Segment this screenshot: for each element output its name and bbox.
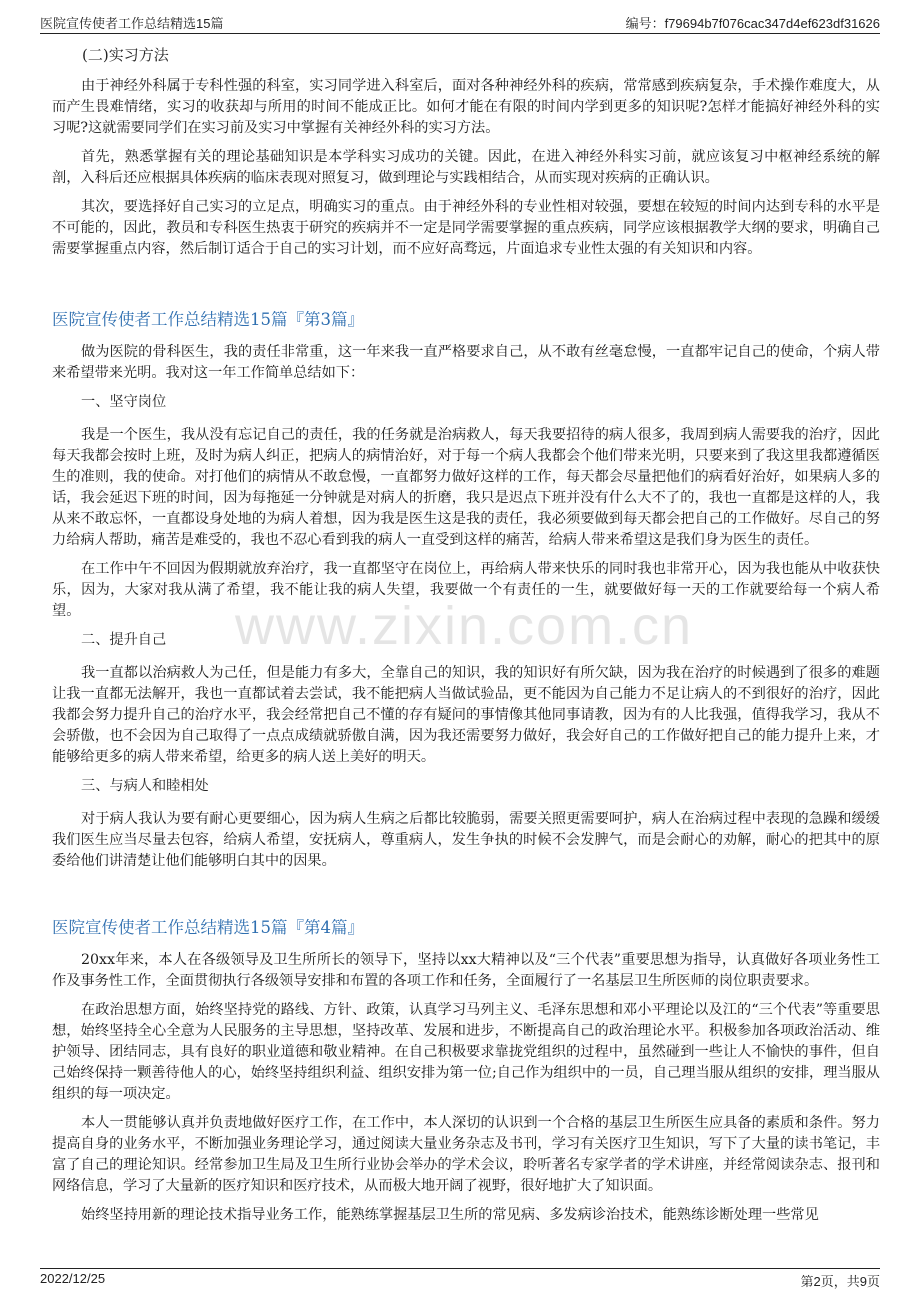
page-header [40,12,880,32]
paragraph: 始终坚持用新的理论技术指导业务工作，能熟练掌握基层卫生所的常见病、多发病诊治技术，能熟练诊断处理一些常见 [81,1207,819,1223]
section-heading: (二)实习方法 [82,46,169,64]
paragraph: 我是一个医生，我从没有忘记自己的责任，我的任务就是治病救人，每天我要招待的病人很多，我周到病人需要我的治疗，因此每天我都会按时上班，及时为病人纠正，把病人的病情治好，对于每一个病人我都会个他们带来光明，只要来到了我这里我都遵循医生的准则，我的使命。对打他们的病情从不敢怠慢，一直都努力做好这样的工作，每天都会尽量把他们的病看好治好，如果病人多的话，我会延迟下班的时间，因为每拖延一分钟就是对病人的折磨，我只是迟点下班并没有什么大不了的，我也一直都是这样的人，我从来不敢忘怀，一直都设身处地的为病人着想，因为我是医生这是我的责任，我必须要做到每天都会把自己的工作做好。尽自己的努力给病人帮助，痛苦是难受的，我也不忍心看到我的病人一直受到这样的痛苦，给病人带来希望这是我们身为医生的责任。 [52,427,880,548]
paragraph: 做为医院的骨科医生，我的责任非常重，这一年来我一直严格要求自己，从不敢有丝毫怠慢，一直都牢记自己的使命，个病人带来希望带来光明。我对这一年工作简单总结如下： [52,344,880,381]
article-title: 医院宣传使者工作总结精选15篇『第4篇』 [52,918,364,937]
document-title: 医院宣传使者工作总结精选15篇 [40,16,224,31]
subheading: 二、提升自己 [81,632,167,648]
footer-divider [40,1268,880,1269]
paragraph: 首先，熟悉掌握有关的理论基础知识是本学科实习成功的关键。因此，在进入神经外科实习前，就应该复习中枢神经系统的解剖，入科后还应根据具体疾病的临床表现对照复习，做到理论与实践相结合，从而实现对疾病的正确认识。 [52,149,880,186]
paragraph: 在政治思想方面，始终坚持党的路线、方针、政策，认真学习马列主义、毛泽东思想和邓小平理论以及江的“三个代表”等重要思想，始终坚持全心全意为人民服务的主导思想，坚持改革、发展和进步，不断提高自己的政治理论水平。积极参加各项政治活动、维护领导、团结同志，具有良好的职业道德和敬业精神。在自己积极要求靠拢党组织的过程中，虽然碰到一些让人不愉快的事件，但自己始终保持一颗善待他人的心，始终坚持组织利益、组织安排为第一位;自己作为组织中的一员，自己理当服从组织的安排，理当服从组织的每一项决定。 [52,1002,880,1102]
paragraph: 由于神经外科属于专科性强的科室，实习同学进入科室后，面对各种神经外科的疾病，常常感到疾病复杂，手术操作难度大，从而产生畏难情绪，实习的收获却与所用的时间不能成正比。如何才能在有限的时间内学到更多的知识呢?怎样才能搞好神经外科的实习呢?这就需要同学们在实习前及实习中掌握有关神经外科的实习方法。 [52,78,880,136]
subheading: 一、坚守岗位 [81,394,167,410]
page-footer [40,1271,880,1291]
header-divider [40,33,880,34]
paragraph: 其次，要选择好自己实习的立足点，明确实习的重点。由于神经外科的专业性相对较强，要想在较短的时间内达到专科的水平是不可能的，因此，教员和专科医生热衷于研究的疾病并不一定是同学需要掌握的重点疾病，同学应该根据教学大纲的要求，明确自己需要掌握重点内容，然后制订适合于自己的实习计划，而不应好高骛远，片面追求专业性太强的有关知识和内容。 [52,199,880,257]
article-title: 医院宣传使者工作总结精选15篇『第3篇』 [52,310,364,329]
subheading: 三、与病人和睦相处 [81,778,209,794]
document-id: 编号：f79694b7f076cac347d4ef623df31626 [625,16,880,31]
paragraph: 本人一贯能够认真并负责地做好医疗工作，在工作中，本人深切的认识到一个合格的基层卫生所医生应具备的素质和条件。努力提高自身的业务水平，不断加强业务理论学习，通过阅读大量业务杂志及书刊，学习有关医疗卫生知识，写下了大量的读书笔记，丰富了自己的理论知识。经常参加卫生局及卫生所行业协会举办的学术会议，聆听著名专家学者的学术讲座，并经常阅读杂志、报刊和网络信息，学习了大量新的医疗知识和医疗技术，从而极大地开阔了视野，很好地扩大了知识面。 [52,1115,880,1194]
watermark: www.zixin.com.cn [235,596,694,656]
paragraph: 在工作中午不回因为假期就放弃治疗，我一直都坚守在岗位上，再给病人带来快乐的同时我也非常开心，因为我也能从中收获快乐，因为，大家对我从满了希望，我不能让我的病人失望，我要做一个有责任的一生，就要做好每一天的工作就要给每一个病人希望。 [52,561,880,619]
paragraph: 20xx年来，本人在各级领导及卫生所所长的领导下，坚持以xx大精神以及“三个代表”重要思想为指导，认真做好各项业务性工作及事务性工作，全面贯彻执行各级领导安排和布置的各项工作和任务，全面履行了一名基层卫生所医师的岗位职责要求。 [52,952,880,989]
paragraph: 对于病人我认为要有耐心更要细心，因为病人生病之后都比较脆弱，需要关照更需要呵护，病人在治病过程中表现的急躁和缓缓我们医生应当尽量去包容，给病人希望，安抚病人，尊重病人，发生争执的时候不会发脾气，而是会耐心的劝解，耐心的把其中的原委给他们讲清楚让他们能够明白其中的因果。 [52,811,880,869]
document-body [52,40,880,1234]
paragraph: 我一直都以治病救人为己任，但是能力有多大，全靠自己的知识，我的知识好有所欠缺，因为我在治疗的时候遇到了很多的难题让我一直都无法解开，我也一直都试着去尝试，我不能把病人当做试验品，更不能因为自己能力不足让病人的不到很好的治疗，因此我都会努力提升自己的治疗水平，我会经常把自己不懂的存有疑问的事情像其他同事请教，因为有的人比我强，值得我学习，我从不会骄傲，也不会因为自己取得了一点点成绩就骄傲自满，因为我还需要努力做好，我会好自己的工作做好把自己的能力提升上来，才能够给更多的病人带来希望，给更多的病人送上美好的明天。 [52,665,880,765]
footer-date: 2022/12/25 [40,1271,106,1286]
page-number: 第2页，共9页 [800,1274,880,1289]
